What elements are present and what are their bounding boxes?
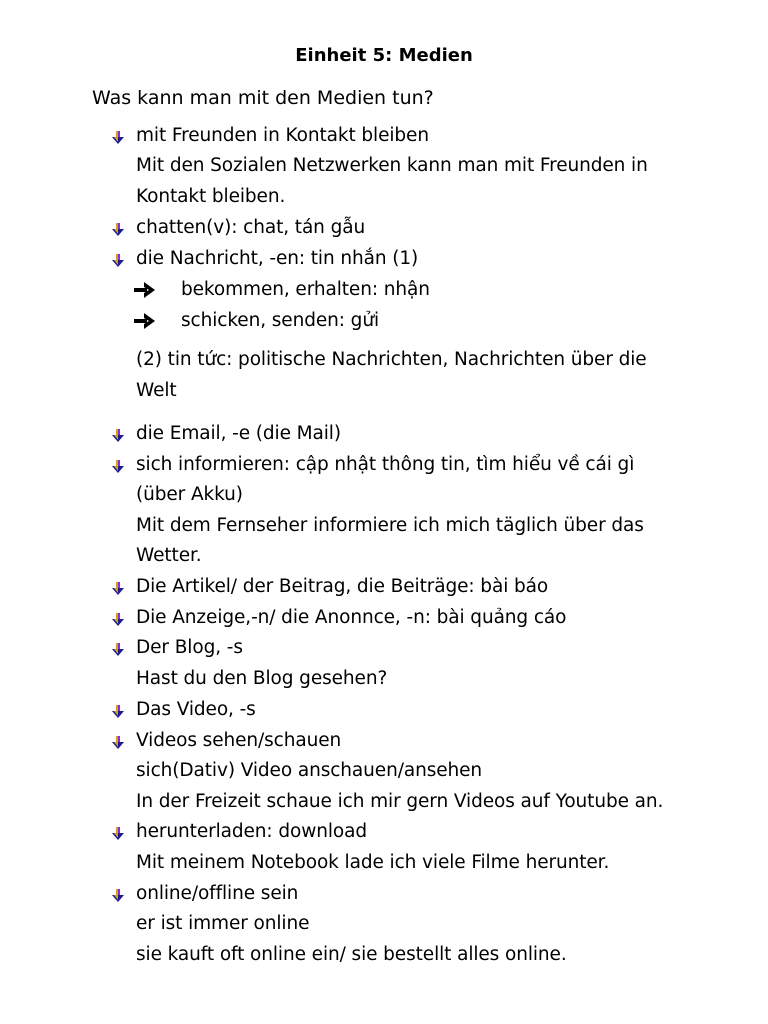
list-item-continuation: Wetter. bbox=[136, 545, 202, 566]
down-arrow-bullet-icon bbox=[112, 612, 124, 626]
list-item: herunterladen: download bbox=[136, 821, 368, 842]
list-item: die Nachricht, -en: tin nhắn (1) bbox=[136, 248, 419, 269]
list-item: die Email, -e (die Mail) bbox=[136, 423, 341, 444]
list-item-continuation: sie kauft oft online ein/ sie bestellt alles online. bbox=[136, 944, 567, 965]
sub-list-item: bekommen, erhalten: nhận bbox=[181, 279, 430, 300]
down-arrow-bullet-icon bbox=[112, 428, 124, 442]
list-item-continuation: Mit meinem Notebook lade ich viele Filme herunter. bbox=[136, 852, 610, 873]
sub-list-item: schicken, senden: gửi bbox=[181, 310, 379, 331]
list-item-continuation: Mit den Sozialen Netzwerken kann man mit Freunden in bbox=[136, 155, 648, 176]
down-arrow-bullet-icon bbox=[112, 222, 124, 236]
right-arrow-icon bbox=[134, 312, 156, 330]
list-item: Videos sehen/schauen bbox=[136, 730, 342, 751]
intro-question: Was kann man mit den Medien tun? bbox=[92, 87, 434, 109]
down-arrow-bullet-icon bbox=[112, 581, 124, 595]
right-arrow-icon bbox=[134, 281, 156, 299]
down-arrow-bullet-icon bbox=[112, 704, 124, 718]
list-item: chatten(v): chat, tán gẫu bbox=[136, 217, 366, 238]
down-arrow-bullet-icon bbox=[112, 888, 124, 902]
list-item-continuation: In der Freizeit schaue ich mir gern Videos auf Youtube an. bbox=[136, 791, 664, 812]
list-item: Das Video, -s bbox=[136, 699, 256, 720]
down-arrow-bullet-icon bbox=[112, 735, 124, 749]
down-arrow-bullet-icon bbox=[112, 253, 124, 267]
page-title: Einheit 5: Medien bbox=[295, 45, 473, 66]
down-arrow-bullet-icon bbox=[112, 459, 124, 473]
list-item: Die Artikel/ der Beitrag, die Beiträge: bài báo bbox=[136, 576, 549, 597]
list-item: Der Blog, -s bbox=[136, 637, 243, 658]
list-item-continuation: er ist immer online bbox=[136, 913, 310, 934]
list-item-continuation: Mit dem Fernseher informiere ich mich täglich über das bbox=[136, 515, 644, 536]
list-item: Die Anzeige,-n/ die Anonnce, -n: bài quảng cáo bbox=[136, 607, 567, 628]
down-arrow-bullet-icon bbox=[112, 642, 124, 656]
list-item: mit Freunden in Kontakt bleiben bbox=[136, 125, 429, 146]
list-item-continuation: (über Akku) bbox=[136, 484, 243, 505]
list-item: sich informieren: cập nhật thông tin, tìm hiểu về cái gì bbox=[136, 454, 635, 475]
list-item-continuation: sich(Dativ) Video anschauen/ansehen bbox=[136, 760, 483, 781]
list-item-continuation: Hast du den Blog gesehen? bbox=[136, 668, 388, 689]
list-item-continuation: Welt bbox=[136, 380, 177, 401]
list-item-continuation: Kontakt bleiben. bbox=[136, 186, 286, 207]
list-item: online/offline sein bbox=[136, 883, 299, 904]
list-item-continuation: (2) tin tức: politische Nachrichten, Nachrichten über die bbox=[136, 349, 647, 370]
down-arrow-bullet-icon bbox=[112, 130, 124, 144]
down-arrow-bullet-icon bbox=[112, 826, 124, 840]
